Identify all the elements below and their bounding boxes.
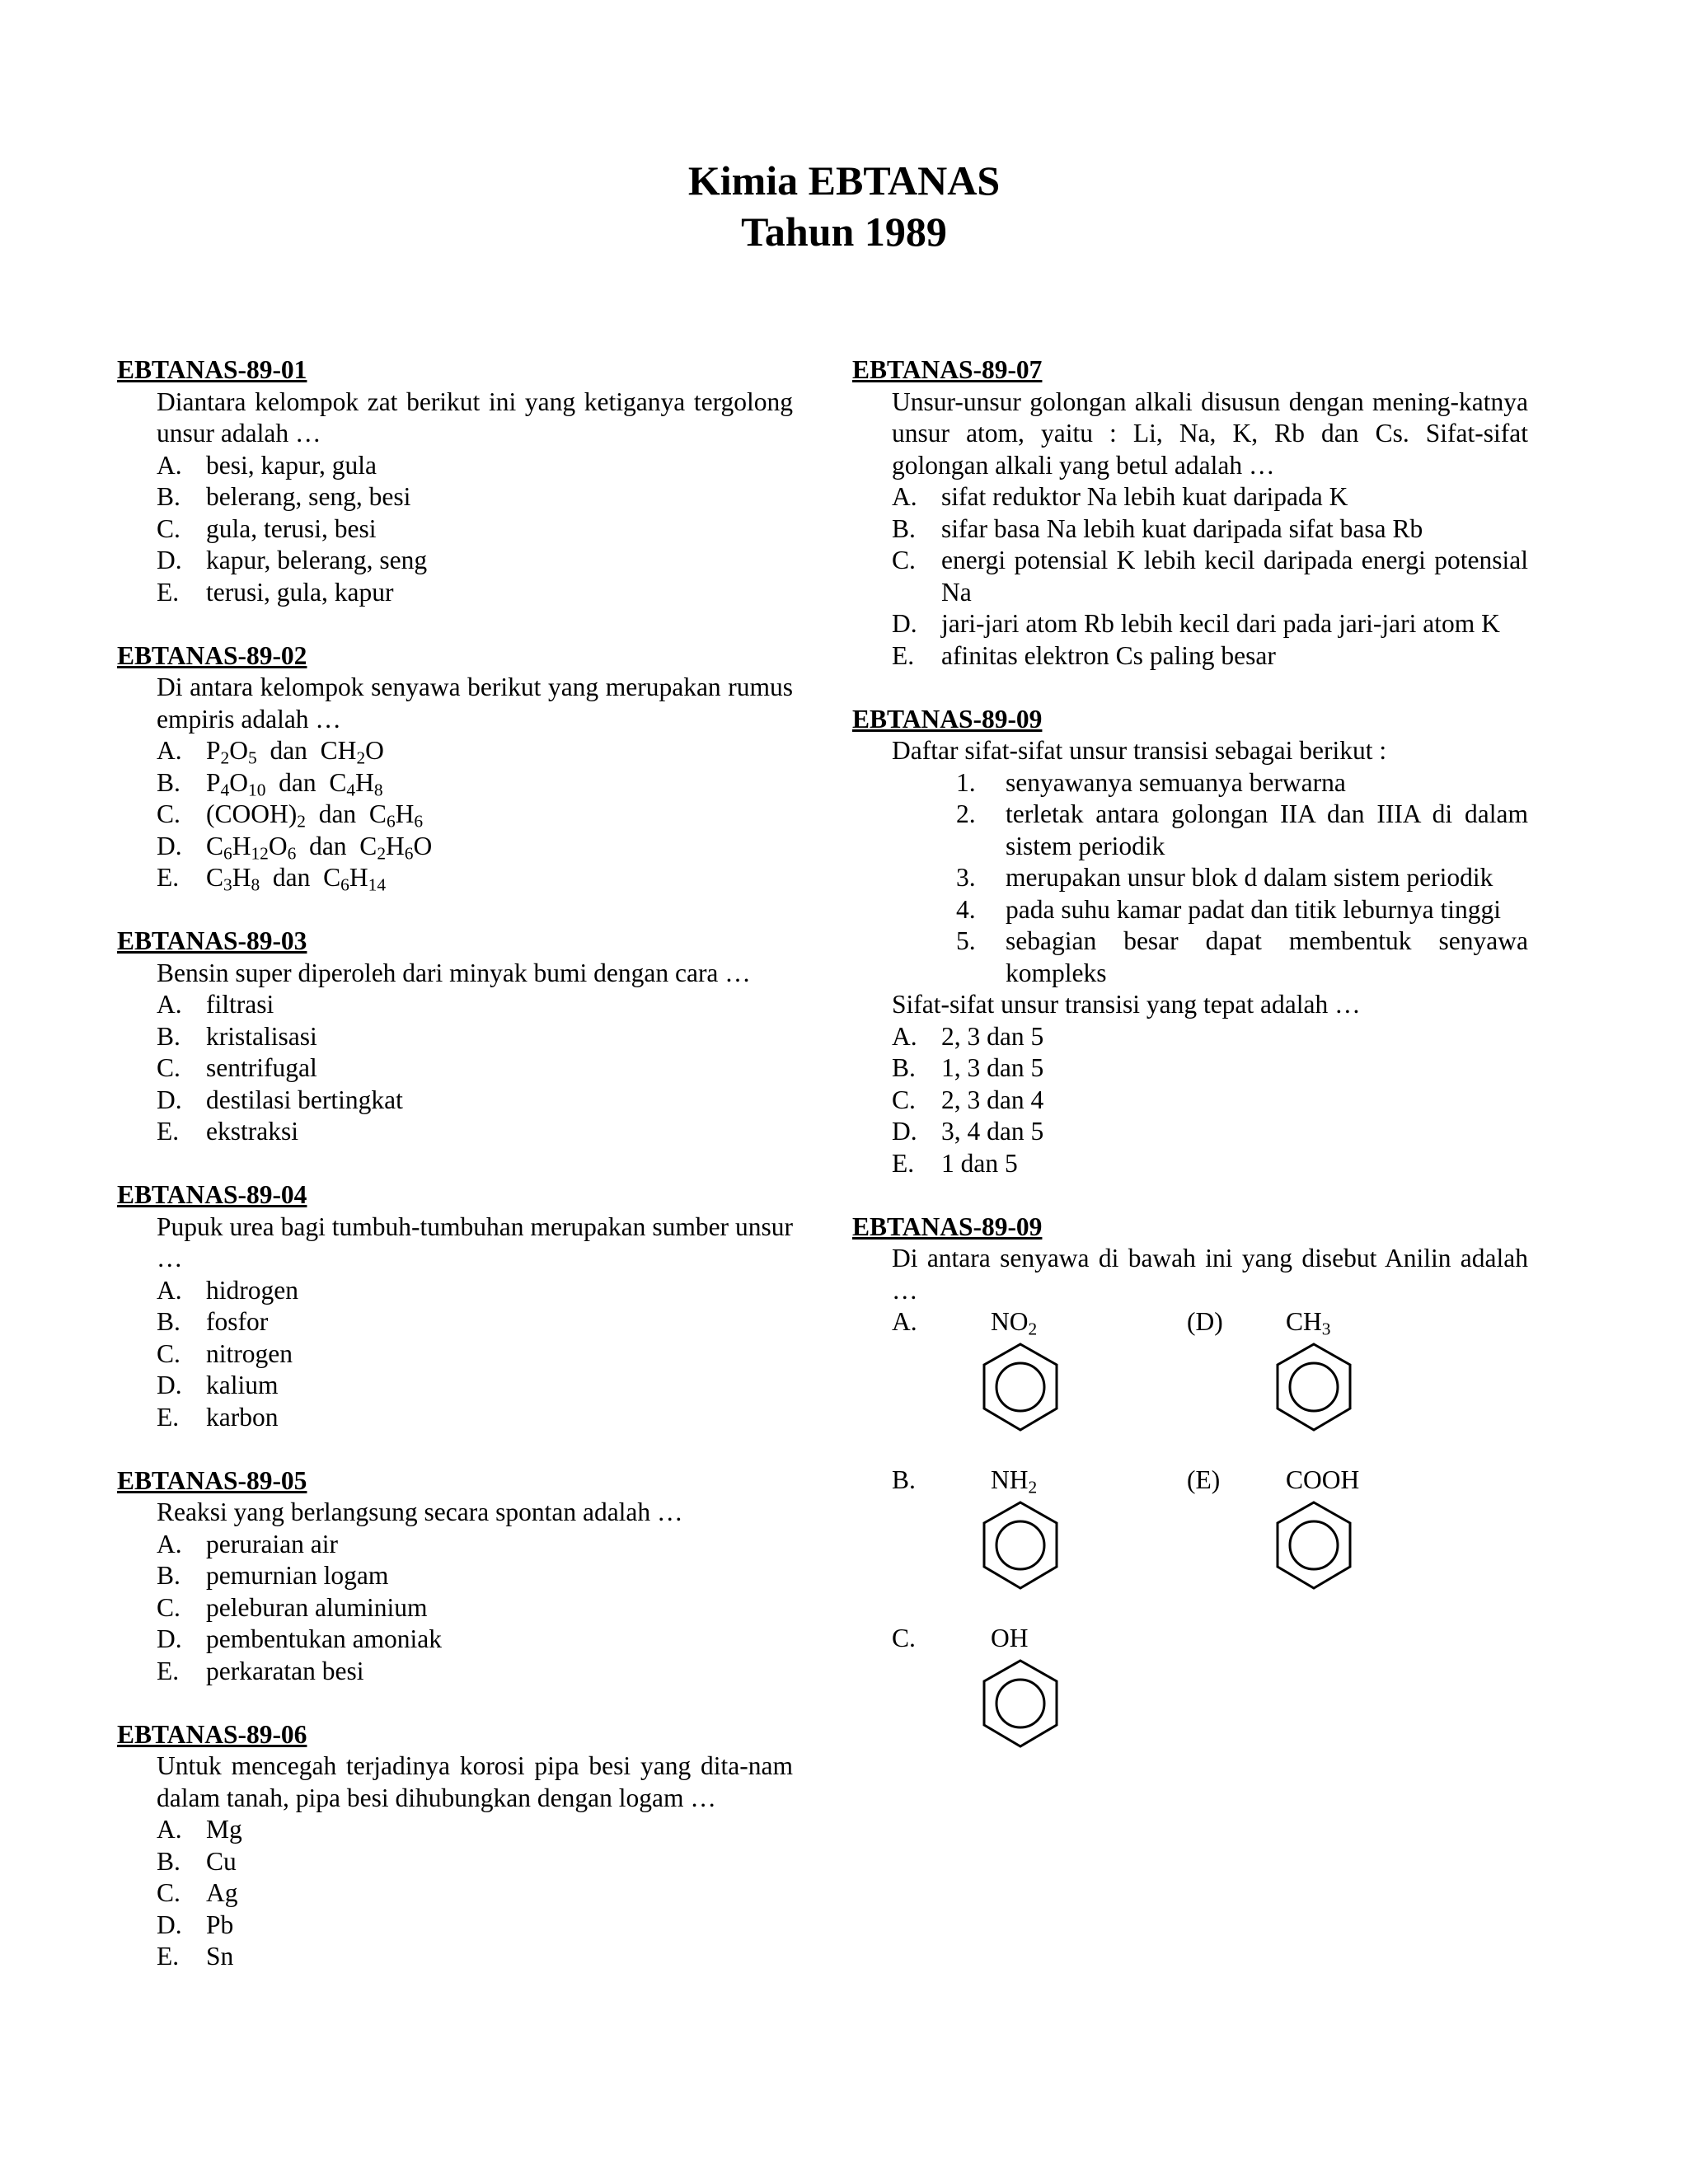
option-letter: B. (157, 1307, 181, 1336)
option-letter: B. (157, 1021, 181, 1051)
option-text: ekstraksi (206, 1117, 298, 1146)
list-text: terletak antara golongan IIA dan IIIA di dalam sistem periodik (1006, 799, 1528, 860)
option-text: karbon (206, 1402, 279, 1432)
formula-fragment: dan C (260, 863, 341, 892)
structure-options (892, 1306, 1528, 1768)
option-c (157, 513, 793, 546)
option-letter: C. (157, 1338, 181, 1368)
option-text: Sn (206, 1942, 234, 1971)
formula-fragment: CH (1286, 1307, 1322, 1336)
option-letter: C. (157, 1592, 181, 1622)
formula-fragment: NH (991, 1465, 1029, 1494)
option-letter: C. (892, 546, 916, 574)
option-b (157, 1021, 793, 1053)
option-c (157, 1592, 793, 1624)
substituent-label (1286, 1306, 1330, 1338)
list-item-3 (948, 862, 1528, 894)
question-stem: Diantara kelompok zat berikut ini yang ketiganya tergolong unsur adalah … (157, 387, 793, 448)
list-item-4 (948, 894, 1528, 926)
option-text: 3, 4 dan 5 (941, 1117, 1044, 1146)
question-stem: Daftar sifat-sifat unsur transisi sebagai berikut : (892, 736, 1387, 765)
formula-subscript: 6 (340, 874, 349, 895)
option-letter: E. (892, 1148, 915, 1178)
formula-subscript: 6 (404, 842, 414, 863)
option-text: sifar basa Na lebih kuat daripada sifat basa Rb (941, 513, 1423, 543)
option-text: pembentukan amoniak (206, 1624, 443, 1653)
option-a (157, 989, 793, 1021)
formula-fragment: H (395, 799, 415, 828)
option-c (157, 1877, 793, 1910)
formula-subscript: 2 (356, 748, 366, 768)
formula-text (206, 767, 793, 799)
list-item-1 (948, 767, 1528, 799)
option-a (157, 1529, 793, 1561)
option-letter: D. (157, 1624, 182, 1653)
option-letter: D. (157, 1910, 182, 1939)
option-c (157, 799, 793, 831)
option-letter: A. (892, 482, 917, 511)
option-text: destilasi bertingkat (206, 1085, 403, 1114)
question-89-01 (117, 354, 793, 608)
option-text: filtrasi (206, 990, 274, 1019)
option-text: besi, kapur, gula (206, 450, 377, 480)
option-b (157, 1306, 793, 1338)
question-heading: EBTANAS-89-07 (852, 355, 1043, 384)
option-letter: D. (157, 831, 182, 860)
option-d (157, 1370, 793, 1402)
question-heading: EBTANAS-89-09 (852, 704, 1043, 733)
option-e (157, 1402, 793, 1434)
right-column (852, 354, 1528, 1800)
question-89-09-transition (852, 704, 1528, 1180)
formula-fragment: C (206, 863, 224, 892)
question-89-04 (117, 1179, 793, 1433)
formula-subscript: 5 (247, 748, 257, 768)
formula-fragment: dan C (265, 767, 347, 797)
option-text: gula, terusi, besi (206, 513, 377, 543)
option-e (157, 1116, 793, 1148)
option-a (157, 1814, 793, 1846)
title-line-2: Tahun 1989 (741, 209, 947, 255)
option-letter: E. (157, 577, 180, 607)
formula-fragment: OH (991, 1624, 1029, 1652)
option-a (892, 1021, 1528, 1053)
option-d (157, 1624, 793, 1656)
question-stem: Di antara senyawa di bawah ini yang disebut Anilin adalah … (892, 1244, 1528, 1305)
option-letter: C. (157, 1878, 181, 1907)
option-text: 1 dan 5 (941, 1148, 1018, 1178)
option-letter: D. (157, 546, 182, 574)
option-letter: B. (157, 482, 181, 511)
question-89-03 (117, 926, 793, 1148)
option-d (157, 545, 793, 577)
formula-text (206, 799, 793, 831)
option-letter: B. (157, 767, 181, 797)
question-stem: Pupuk urea bagi tumbuh-tumbuhan merupakan sumber unsur … (157, 1212, 793, 1272)
option-e (157, 577, 793, 609)
option-a (157, 450, 793, 482)
formula-fragment: O (268, 831, 288, 860)
formula-subscript: 2 (220, 748, 230, 768)
question-heading: EBTANAS-89-09 (852, 1212, 1043, 1241)
substituent-label (1286, 1465, 1359, 1497)
option-text: kalium (206, 1371, 279, 1399)
option-e (157, 862, 793, 894)
option-letter: C. (892, 1085, 916, 1114)
page-title (0, 155, 1688, 257)
option-letter: C. (892, 1624, 916, 1652)
question-stem: Reaksi yang berlangsung secara spontan adalah … (157, 1497, 683, 1526)
list-text: senyawanya semuanya berwarna (1006, 767, 1346, 797)
option-letter: A. (892, 1307, 917, 1336)
formula-text (206, 831, 793, 863)
list-text: pada suhu kamar padat dan titik leburnya tinggi (1006, 894, 1501, 924)
option-c (157, 1338, 793, 1371)
formula-subscript: 2 (1028, 1319, 1038, 1339)
option-letter: C. (157, 513, 181, 543)
option-c (892, 545, 1528, 608)
question-89-09-anilin (852, 1212, 1528, 1769)
option-letter: A. (157, 1815, 182, 1844)
formula-subscript: 14 (368, 874, 387, 895)
option-b (157, 767, 793, 799)
option-letter: E. (892, 640, 915, 670)
option-letter: A. (157, 450, 182, 480)
option-letter: D. (157, 1085, 182, 1114)
option-e (157, 1656, 793, 1688)
option-text: hidrogen (206, 1275, 298, 1305)
option-d (157, 1085, 793, 1117)
formula-subscript: 4 (346, 779, 356, 799)
formula-fragment: O (365, 736, 384, 765)
option-e (892, 1148, 1528, 1180)
option-text: sentrifugal (206, 1053, 317, 1082)
option-text: Cu (206, 1846, 237, 1876)
list-text: sebagian besar dapat membentuk senyawa kompleks (1006, 926, 1528, 987)
option-text: sifat reduktor Na lebih kuat daripada K (941, 482, 1348, 511)
question-heading: EBTANAS-89-06 (117, 1719, 307, 1749)
option-text: 1, 3 dan 5 (941, 1053, 1044, 1082)
option-letter: A. (157, 1275, 182, 1305)
question-stem: Unsur-unsur golongan alkali disusun dengan mening-katnya unsur atom, yaitu : Li, Na, K, Rb dan Cs. Sifat-sifat golongan alkali yang betul adalah … (892, 387, 1528, 480)
option-text: kristalisasi (206, 1021, 317, 1051)
option-text: peleburan aluminium (206, 1592, 428, 1622)
option-text: fosfor (206, 1307, 269, 1336)
option-letter: A. (157, 736, 182, 765)
formula-subscript: 2 (1028, 1477, 1038, 1497)
option-c (892, 1085, 1528, 1117)
formula-subscript: 10 (247, 779, 266, 799)
question-heading: EBTANAS-89-01 (117, 355, 307, 384)
option-b (892, 513, 1528, 546)
option-text: 2, 3 dan 4 (941, 1085, 1044, 1114)
option-letter: A. (157, 1529, 182, 1558)
question-stem: Di antara kelompok senyawa berikut yang merupakan rumus empiris adalah … (157, 673, 793, 733)
option-text: jari-jari atom Rb lebih kecil dari pada jari-jari atom K (941, 609, 1500, 638)
formula-subscript: 3 (223, 874, 232, 895)
formula-fragment: O (413, 831, 433, 860)
option-text: Ag (206, 1878, 238, 1907)
question-heading: EBTANAS-89-05 (117, 1465, 307, 1495)
option-b (892, 1052, 1528, 1085)
option-letter: B. (157, 1561, 181, 1590)
option-text: belerang, seng, besi (206, 482, 411, 511)
question-heading: EBTANAS-89-03 (117, 926, 307, 955)
option-b (157, 1560, 793, 1592)
option-text: Mg (206, 1815, 242, 1844)
option-letter: E. (157, 1656, 180, 1685)
option-letter: B. (892, 1465, 916, 1494)
formula-subscript: 6 (223, 842, 232, 863)
formula-subscript: 3 (1321, 1319, 1331, 1339)
option-text: perkaratan besi (206, 1656, 364, 1685)
formula-fragment: O (229, 767, 248, 797)
option-letter: B. (892, 513, 916, 543)
formula-fragment: O (229, 736, 248, 765)
list-number: 2. (956, 799, 976, 828)
option-letter: E. (157, 1942, 180, 1971)
option-text: afinitas elektron Cs paling besar (941, 640, 1276, 670)
question-heading: EBTANAS-89-02 (117, 640, 307, 670)
option-b (157, 481, 793, 513)
formula-subscript: 6 (386, 811, 396, 832)
formula-fragment: P (206, 736, 221, 765)
question-89-05 (117, 1465, 793, 1688)
substituent-label (991, 1306, 1037, 1338)
option-d (892, 608, 1528, 640)
question-89-07 (852, 354, 1528, 672)
formula-subscript: 12 (251, 842, 269, 863)
list-number: 4. (956, 894, 976, 924)
option-letter: A. (892, 1021, 917, 1051)
formula-fragment: NO (991, 1307, 1029, 1336)
option-text: Pb (206, 1910, 234, 1939)
formula-fragment: dan CH (256, 736, 357, 765)
formula-subscript: 2 (297, 811, 306, 832)
option-letter: A. (157, 990, 182, 1019)
formula-fragment: H (349, 863, 368, 892)
formula-fragment: H (355, 767, 374, 797)
formula-text (206, 862, 793, 894)
option-letter: C. (157, 799, 181, 828)
question-stem-2: Sifat-sifat unsur transisi yang tepat adalah … (892, 990, 1361, 1019)
option-text: peruraian air (206, 1529, 339, 1558)
option-letter: (D) (1187, 1307, 1223, 1336)
formula-fragment: P (206, 767, 221, 797)
list-number: 5. (956, 926, 976, 955)
formula-subscript: 8 (251, 874, 260, 895)
formula-fragment: dan C (296, 831, 377, 860)
option-letter: C. (157, 1053, 181, 1082)
option-text: nitrogen (206, 1338, 293, 1368)
option-letter: D. (892, 1117, 917, 1146)
substituent-label (991, 1465, 1037, 1497)
question-89-06 (117, 1719, 793, 1973)
formula-subscript: 6 (287, 842, 297, 863)
list-number: 3. (956, 863, 976, 892)
formula-subscript: 4 (220, 779, 230, 799)
option-e (157, 1941, 793, 1973)
option-letter: D. (157, 1371, 182, 1399)
option-d (157, 1910, 793, 1942)
question-89-02 (117, 640, 793, 894)
option-a (157, 735, 793, 767)
list-number: 1. (956, 767, 976, 797)
option-d (157, 831, 793, 863)
option-text: terusi, gula, kapur (206, 577, 394, 607)
option-letter: E. (157, 863, 180, 892)
benzene-ring-icon (978, 1339, 1063, 1435)
option-a (892, 481, 1528, 513)
question-heading: EBTANAS-89-04 (117, 1180, 307, 1209)
list-text: merupakan unsur blok d dalam sistem periodik (1006, 863, 1493, 892)
option-letter: (E) (1187, 1465, 1221, 1494)
title-line-1: Kimia EBTANAS (687, 157, 1001, 204)
benzene-ring-icon (1271, 1339, 1357, 1435)
formula-subscript: 8 (373, 779, 383, 799)
option-e (892, 640, 1528, 673)
formula-fragment: COOH (1286, 1465, 1360, 1494)
formula-text (206, 735, 793, 767)
list-item-5 (948, 926, 1528, 989)
benzene-ring-icon (1271, 1497, 1357, 1593)
option-letter: B. (157, 1846, 181, 1876)
formula-fragment: H (232, 831, 251, 860)
question-stem: Bensin super diperoleh dari minyak bumi dengan cara … (157, 958, 751, 987)
formula-fragment: H (232, 863, 251, 892)
option-b (157, 1846, 793, 1878)
option-text: 2, 3 dan 5 (941, 1021, 1044, 1051)
option-d (892, 1116, 1528, 1148)
option-c (157, 1052, 793, 1085)
option-letter: E. (157, 1117, 180, 1146)
option-text: energi potensial K lebih kecil daripada energi potensial Na (941, 546, 1528, 607)
option-letter: B. (892, 1053, 916, 1082)
substituent-label (991, 1623, 1029, 1655)
question-stem: Untuk mencegah terjadinya korosi pipa besi yang dita-nam dalam tanah, pipa besi dihubungkan dengan logam … (157, 1751, 793, 1812)
formula-subscript: 2 (377, 842, 387, 863)
left-column (117, 354, 793, 2004)
option-a (157, 1275, 793, 1307)
formula-fragment: C (206, 831, 224, 860)
option-letter: E. (157, 1402, 180, 1432)
option-letter: D. (892, 609, 917, 638)
formula-subscript: 6 (414, 811, 424, 832)
formula-fragment: (COOH) (206, 799, 298, 828)
option-text: pemurnian logam (206, 1561, 389, 1590)
formula-fragment: H (386, 831, 405, 860)
option-text: kapur, belerang, seng (206, 546, 428, 574)
formula-fragment: dan C (305, 799, 387, 828)
benzene-ring-icon (978, 1497, 1063, 1593)
list-item-2 (948, 799, 1528, 862)
benzene-ring-icon (978, 1656, 1063, 1751)
